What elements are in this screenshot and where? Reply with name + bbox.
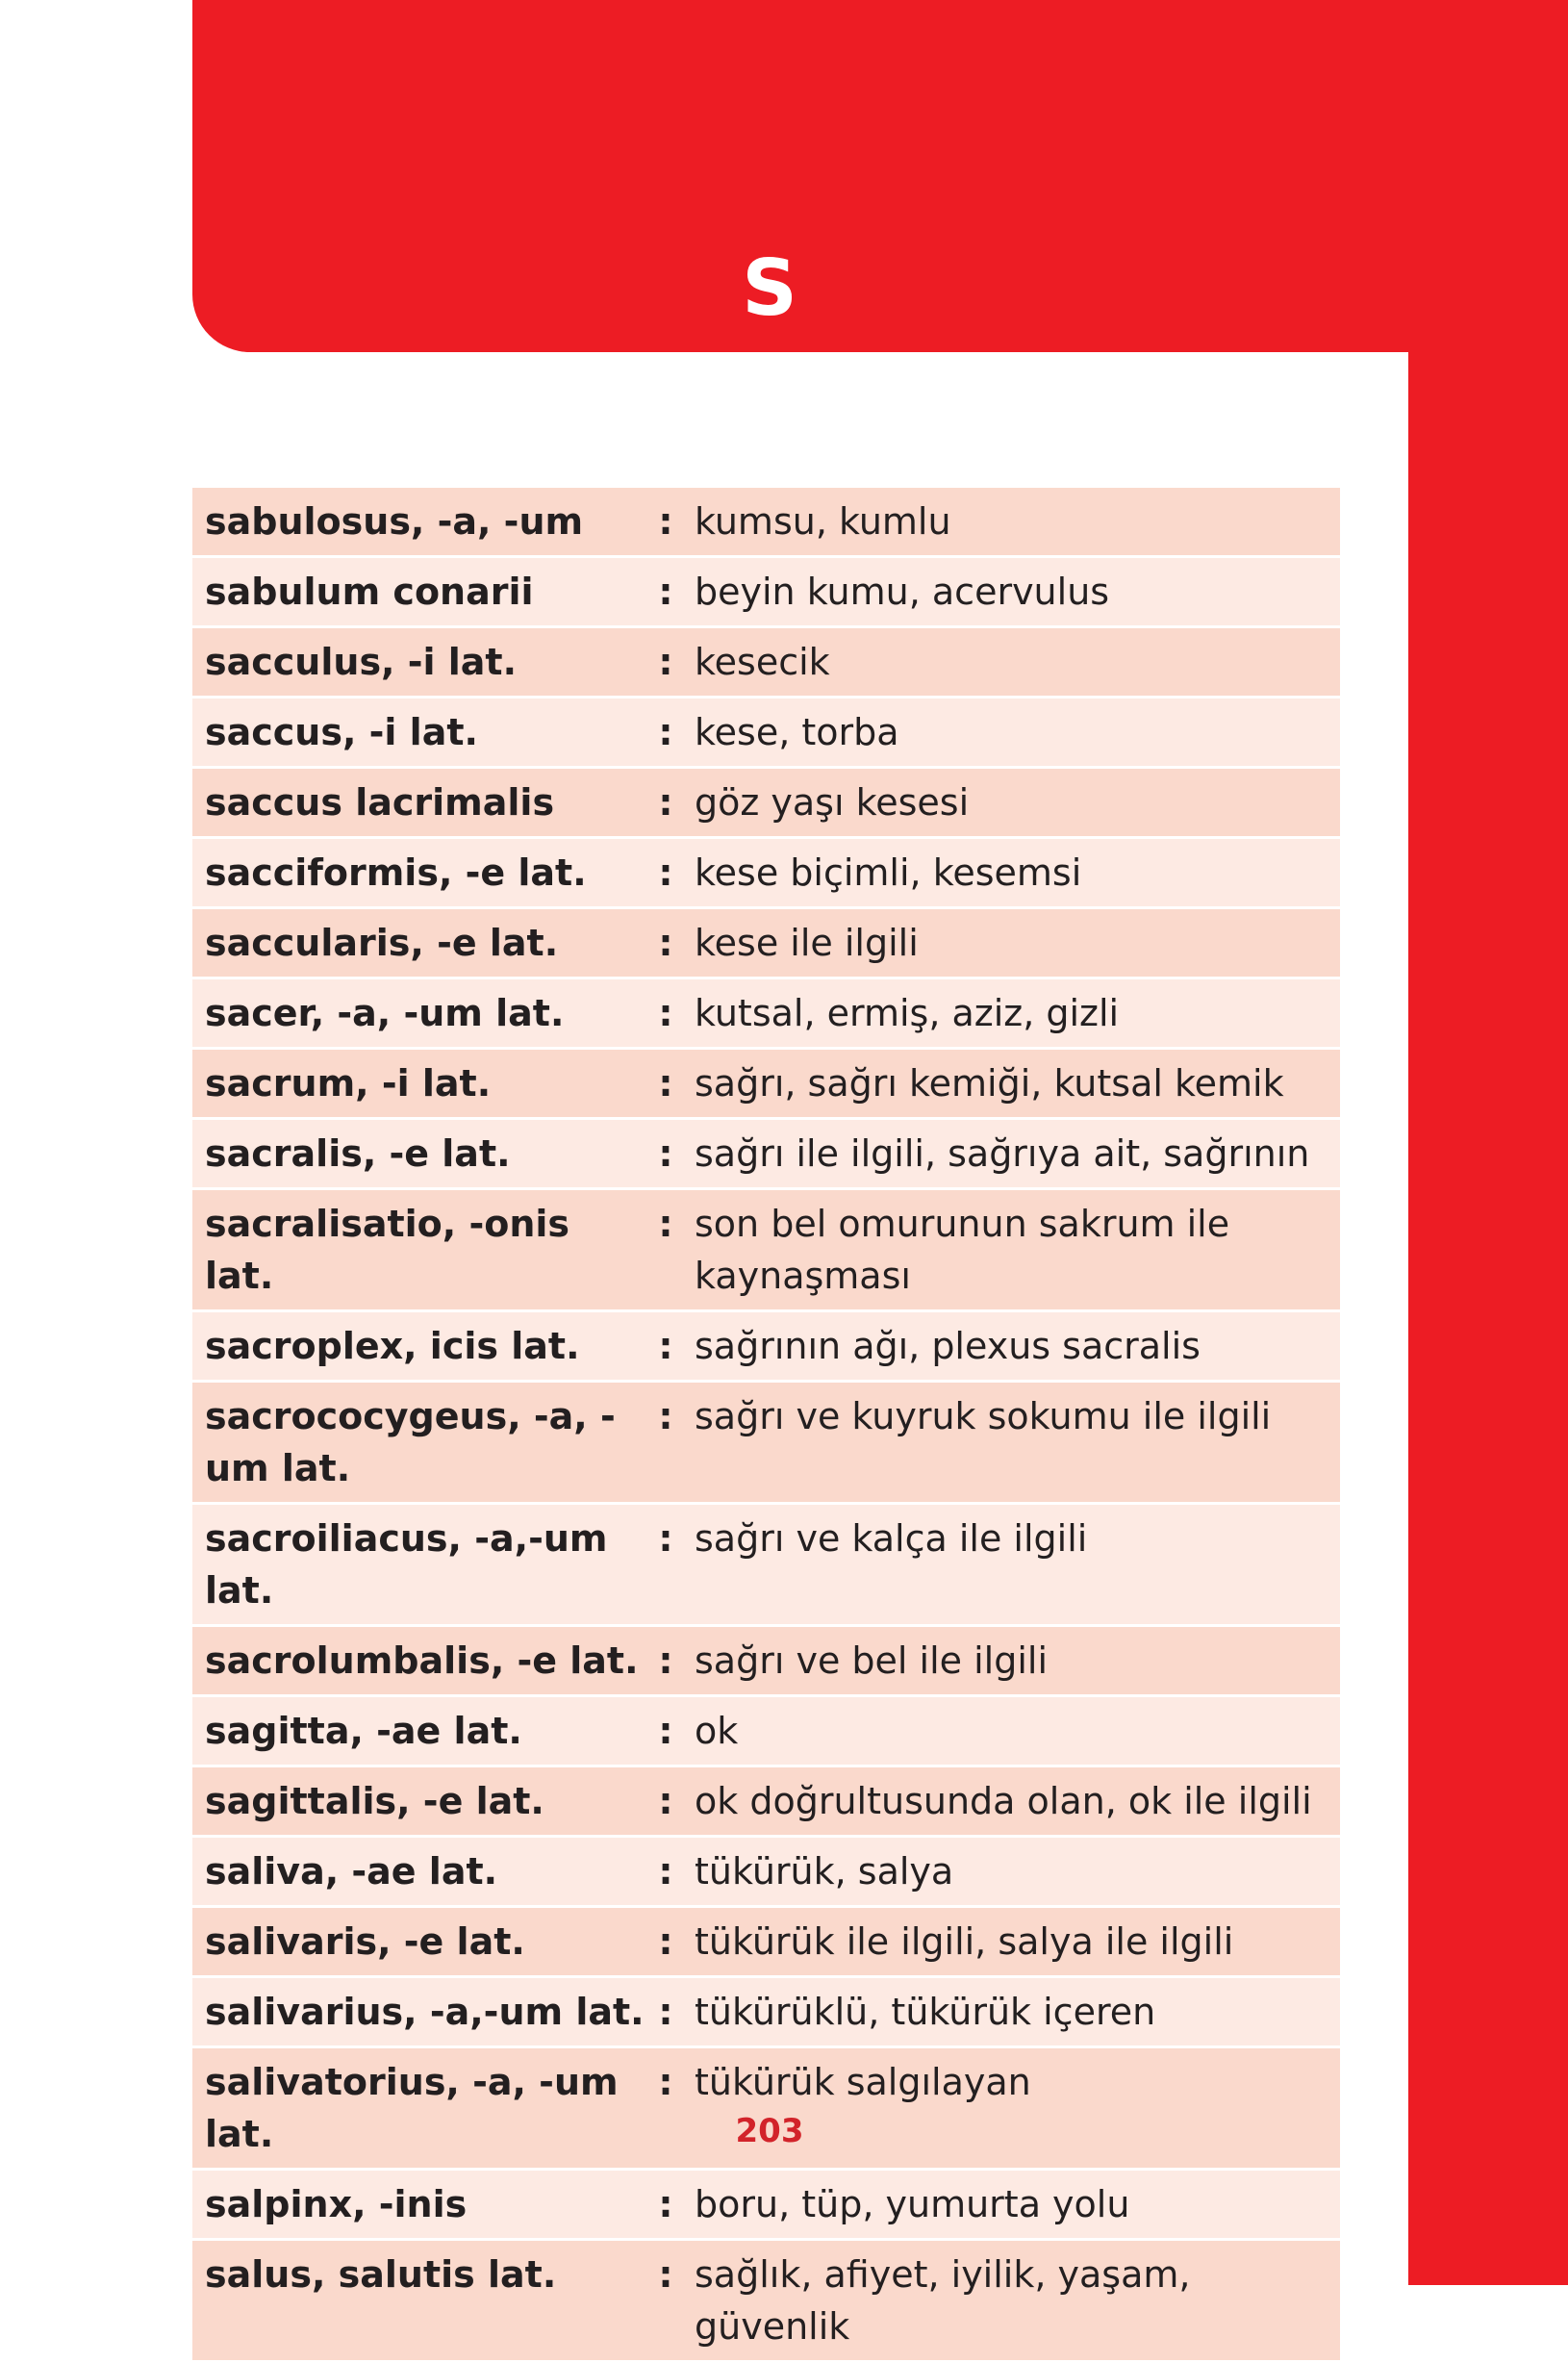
glossary-term: sagitta, -ae lat.	[205, 1710, 522, 1752]
glossary-row	[192, 1312, 1340, 1383]
glossary-term: salpinx, -inis	[205, 2183, 468, 2225]
glossary-definition: beyin kumu, acervulus	[695, 571, 1110, 613]
glossary-definition: kutsal, ermiş, aziz, gizli	[695, 992, 1120, 1034]
glossary-row	[192, 1120, 1340, 1190]
glossary-definition: kumsu, kumlu	[695, 500, 951, 543]
separator-colon: :	[658, 1710, 673, 1752]
separator-colon: :	[658, 641, 673, 683]
glossary-row	[192, 1383, 1340, 1505]
glossary-term: sacrococygeus, -a, -um lat.	[205, 1395, 616, 1489]
glossary-term: sagittalis, -e lat.	[205, 1780, 544, 1822]
glossary-definition: sağrının ağı, plexus sacralis	[695, 1325, 1201, 1367]
separator-colon: :	[658, 851, 673, 894]
glossary-term: sabulum conarii	[205, 571, 534, 613]
glossary-definition: tükürüklü, tükürük içeren	[695, 1991, 1156, 2033]
glossary-definition: boru, tüp, yumurta yolu	[695, 2183, 1130, 2225]
glossary-definition: sağrı ve kalça ile ilgili	[695, 1517, 1088, 1560]
glossary-row	[192, 628, 1340, 699]
glossary-term: salivarius, -a,-um lat.	[205, 1991, 645, 2033]
glossary-definition: sağrı ve kuyruk sokumu ile ilgili	[695, 1395, 1272, 1437]
header-red-band	[192, 0, 1568, 352]
glossary-row	[192, 2171, 1340, 2241]
separator-colon: :	[658, 2183, 673, 2225]
glossary-definition: ok	[695, 1710, 739, 1752]
glossary-term: salivaris, -e lat.	[205, 1920, 525, 1963]
glossary-definition: kese ile ilgili	[695, 922, 919, 964]
glossary-definition: göz yaşı kesesi	[695, 781, 970, 824]
glossary-row	[192, 979, 1340, 1050]
separator-colon: :	[658, 1395, 673, 1437]
glossary-term: sacroplex, icis lat.	[205, 1325, 580, 1367]
glossary-row	[192, 769, 1340, 839]
separator-colon: :	[658, 500, 673, 543]
glossary-row	[192, 1697, 1340, 1767]
glossary-definition: kese biçimli, kesemsi	[695, 851, 1082, 894]
separator-colon: :	[658, 1203, 673, 1245]
glossary-term: saliva, -ae lat.	[205, 1850, 498, 1893]
glossary-row	[192, 1908, 1340, 1978]
glossary-term: sacciformis, -e lat.	[205, 851, 587, 894]
glossary-term: saccularis, -e lat.	[205, 922, 559, 964]
glossary-definition: tükürük salgılayan	[695, 2061, 1031, 2103]
glossary-definition: son bel omurunun sakrum ile kaynaşması	[695, 1203, 1230, 1297]
separator-colon: :	[658, 1920, 673, 1963]
separator-colon: :	[658, 1780, 673, 1822]
separator-colon: :	[658, 1639, 673, 1682]
glossary-term: sacralis, -e lat.	[205, 1132, 511, 1175]
glossary-row	[192, 1767, 1340, 1838]
glossary-definition: sağrı ve bel ile ilgili	[695, 1639, 1049, 1682]
separator-colon: :	[658, 992, 673, 1034]
glossary-term: sacrolumbalis, -e lat.	[205, 1639, 639, 1682]
glossary-row	[192, 488, 1340, 558]
glossary-definition: tükürük, salya	[695, 1850, 954, 1893]
glossary-row	[192, 1505, 1340, 1627]
glossary-term: sacculus, -i lat.	[205, 641, 518, 683]
separator-colon: :	[658, 1325, 673, 1367]
glossary-row	[192, 699, 1340, 769]
side-red-band	[1408, 352, 1568, 2285]
separator-colon: :	[658, 571, 673, 613]
section-letter: S	[742, 243, 797, 333]
glossary-table	[192, 488, 1340, 2363]
glossary-definition: ok doğrultusunda olan, ok ile ilgili	[695, 1780, 1312, 1822]
glossary-row	[192, 909, 1340, 979]
glossary-row	[192, 839, 1340, 909]
glossary-term: sacralisatio, -onis lat.	[205, 1203, 570, 1297]
separator-colon: :	[658, 711, 673, 753]
separator-colon: :	[658, 1850, 673, 1893]
separator-colon: :	[658, 2253, 673, 2296]
separator-colon: :	[658, 1517, 673, 1560]
separator-colon: :	[658, 2061, 673, 2103]
glossary-row	[192, 1190, 1340, 1312]
separator-colon: :	[658, 1132, 673, 1175]
glossary-row	[192, 558, 1340, 628]
glossary-row	[192, 1627, 1340, 1697]
glossary-term: saccus, -i lat.	[205, 711, 478, 753]
glossary-definition: sağrı ile ilgili, sağrıya ait, sağrının	[695, 1132, 1310, 1175]
glossary-definition: sağrı, sağrı kemiği, kutsal kemik	[695, 1062, 1284, 1105]
glossary-definition: kesecik	[695, 641, 830, 683]
glossary-term: sacer, -a, -um lat.	[205, 992, 565, 1034]
glossary-term: sacrum, -i lat.	[205, 1062, 492, 1105]
glossary-term: salus, salutis lat.	[205, 2253, 557, 2296]
separator-colon: :	[658, 781, 673, 824]
glossary-definition: sağlık, afiyet, iyilik, yaşam, güvenlik	[695, 2253, 1191, 2348]
glossary-term: salivatorius, -a, -um lat.	[205, 2061, 619, 2155]
glossary-term: saccus lacrimalis	[205, 781, 555, 824]
glossary-row	[192, 1050, 1340, 1120]
glossary-term: sacroiliacus, -a,-um lat.	[205, 1517, 608, 1612]
glossary-definition: kese, torba	[695, 711, 899, 753]
page-number: 203	[735, 2112, 804, 2150]
glossary-row	[192, 1978, 1340, 2048]
glossary-definition: tükürük ile ilgili, salya ile ilgili	[695, 1920, 1234, 1963]
glossary-term: sabulosus, -a, -um	[205, 500, 584, 543]
glossary-row	[192, 2241, 1340, 2363]
separator-colon: :	[658, 1991, 673, 2033]
separator-colon: :	[658, 1062, 673, 1105]
glossary-row	[192, 1838, 1340, 1908]
separator-colon: :	[658, 922, 673, 964]
